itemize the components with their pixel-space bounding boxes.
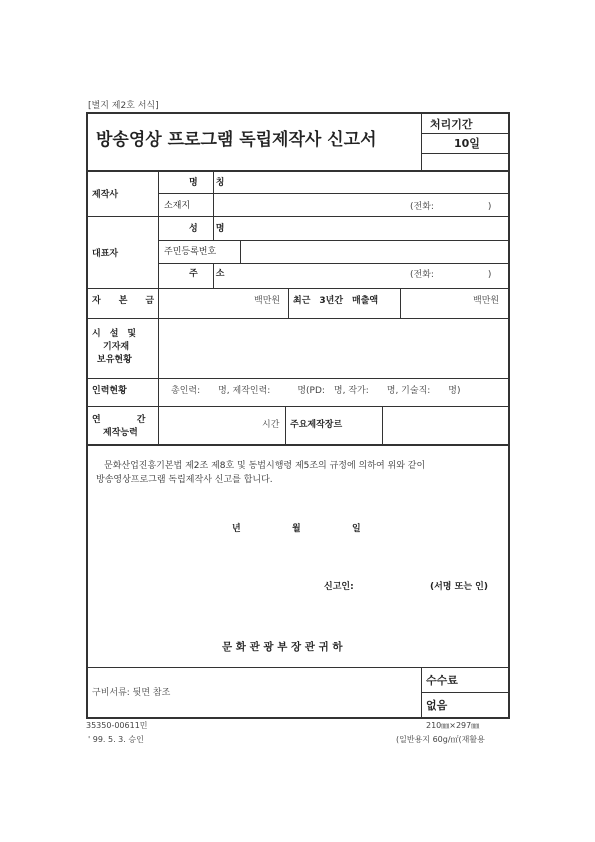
- processing-period-label: 처리기간: [430, 118, 473, 131]
- rep-row-line-2: [158, 263, 509, 264]
- sublabel-col-divider-3: [240, 240, 241, 263]
- form-code: 35350-00611민: [86, 721, 148, 730]
- capital-unit: 백만원: [254, 296, 281, 306]
- border-right: [508, 112, 510, 718]
- fee-label: 수수료: [426, 674, 458, 687]
- border-top: [86, 112, 510, 114]
- approval-date: ' 99. 5. 3. 승인: [88, 735, 144, 744]
- header-bottom: [86, 170, 510, 172]
- facilities-label-2: 기자재: [103, 342, 130, 352]
- sales-label: 최근 3년간 매출액: [293, 296, 379, 306]
- producer-name-label: 명 칭: [189, 178, 225, 188]
- processing-period-value: 10일: [454, 137, 480, 150]
- required-documents: 구비서류: 뒷면 참조: [92, 688, 171, 698]
- capacity-label-1: 연 간: [92, 415, 146, 425]
- recipient: 문 화 관 광 부 장 관 귀 하: [222, 641, 343, 653]
- fee-value: 없음: [426, 699, 448, 712]
- genre-label: 주요제작장르: [290, 420, 343, 430]
- date-year: 년: [232, 524, 241, 534]
- border-bottom: [86, 717, 510, 719]
- processing-divider: [421, 133, 509, 134]
- producer-label: 제작사: [92, 190, 119, 200]
- applicant-label: 신고인:: [324, 582, 354, 592]
- producer-bottom: [86, 216, 510, 217]
- staff-text: 총인력: 명, 제작인력: 명(PD: 명, 작가: 명, 기술직: 명): [171, 386, 461, 396]
- capacity-divider-1: [285, 406, 286, 444]
- statement-line-1: 문화산업진흥기본법 제2조 제8호 및 동법시행령 제5조의 규정에 의하여 위와 같이: [104, 461, 426, 471]
- paper-spec: (일반용지 60g/㎡(재활용: [396, 735, 485, 744]
- representative-phone-text: (전화: ): [410, 270, 492, 280]
- label-col-divider-2: [158, 318, 159, 378]
- facilities-bottom: [86, 378, 510, 379]
- representative-id-label: 주민등록번호: [164, 247, 217, 257]
- capital-divider-1: [288, 288, 289, 318]
- facilities-label-1: 시 설 및: [92, 329, 137, 339]
- form-label: [별지 제2호 서식]: [88, 101, 159, 111]
- sublabel-col-divider-4: [213, 263, 214, 288]
- border-left: [86, 112, 88, 718]
- statement-bottom: [86, 667, 510, 668]
- staff-bottom: [86, 406, 510, 407]
- staff-label: 인력현황: [92, 386, 127, 396]
- date-day: 일: [352, 524, 361, 534]
- capacity-divider-2: [382, 406, 383, 444]
- date-month: 월: [292, 524, 301, 534]
- statement-line-2: 방송영상프로그램 독립제작사 신고를 합니다.: [96, 475, 273, 485]
- sales-unit: 백만원: [473, 296, 500, 306]
- processing-divider-2: [421, 153, 509, 154]
- label-col-divider-3: [158, 378, 159, 406]
- producer-row-line: [158, 193, 509, 194]
- sublabel-col-divider-2: [213, 216, 214, 240]
- rep-row-line-1: [158, 240, 509, 241]
- page-title: 방송영상 프로그램 독립제작사 신고서: [96, 130, 377, 150]
- producer-phone-text: (전화: ): [410, 202, 492, 212]
- representative-name-label: 성 명: [189, 224, 225, 234]
- capacity-unit: 시간: [262, 420, 280, 430]
- label-col-divider-4: [158, 406, 159, 444]
- fee-row-line: [421, 692, 509, 693]
- capital-bottom: [86, 318, 510, 319]
- applicant-sign: (서명 또는 인): [430, 582, 488, 592]
- rep-bottom: [86, 288, 510, 289]
- representative-address-label: 주 소: [189, 269, 225, 279]
- facilities-label-3: 보유현황: [97, 355, 132, 365]
- capital-divider-2: [400, 288, 401, 318]
- capacity-bottom: [86, 444, 510, 446]
- paper-size: 210㎜×297㎜: [426, 721, 480, 730]
- capital-label: 자 본 금: [92, 296, 155, 306]
- representative-label: 대표자: [92, 249, 119, 259]
- producer-address-label: 소재지: [164, 201, 191, 211]
- title-divider: [421, 112, 422, 170]
- capacity-label-2: 제작능력: [103, 428, 138, 438]
